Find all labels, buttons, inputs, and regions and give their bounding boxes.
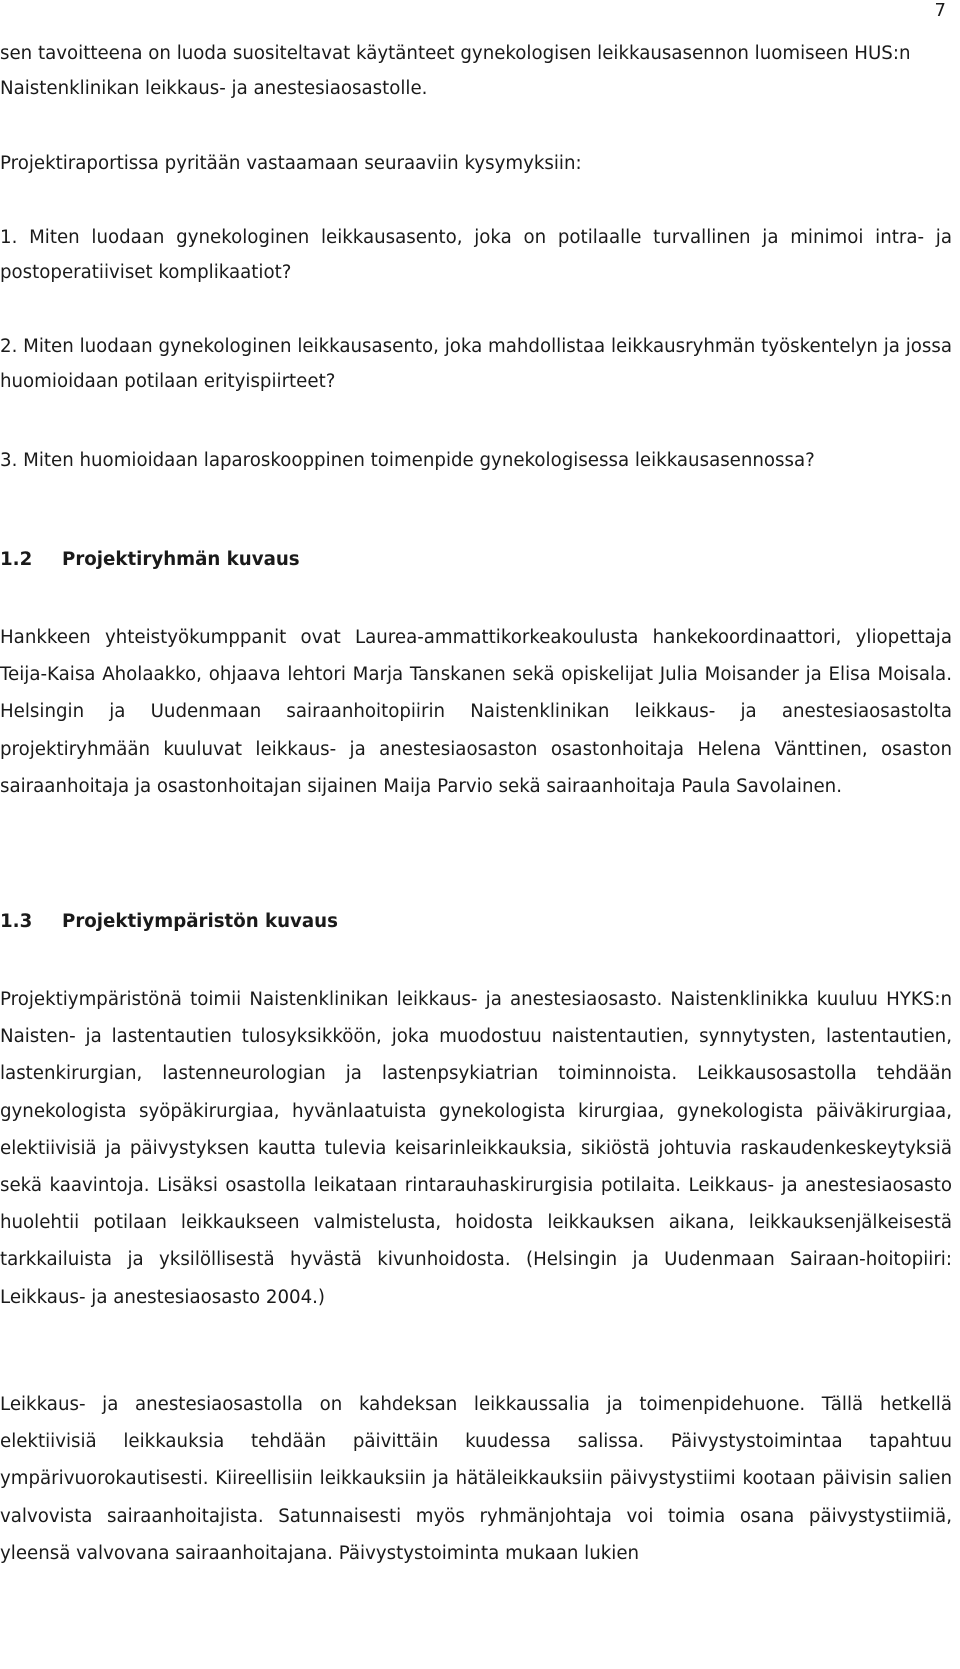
questions-lead: Projektiraportissa pyritään vastaamaan seuraaviin kysymyksiin: [0,153,582,174]
question-3: 3. Miten huomioidaan laparoskooppinen toimenpide gynekologisessa leikkausasennossa? [0,450,815,471]
section-number: 1.3 [0,911,33,932]
question-2: 2. Miten luodaan gynekologinen leikkausasento, joka mahdollistaa leikkausryhmän työskentelyn ja jossa huomioidaan potilaan erityispiirteet? [0,336,952,392]
section-1-3-paragraph-2: Leikkaus- ja anestesiaosastolla on kahdeksan leikkaussalia ja toimenpidehuone. Tällä hetkellä elektiivisiä leikkauksia tehdään päivittäin kuudessa salissa. Päivystystoimintaa tapahtuu ympärivuorokautisesti. Kiireellisiin leikkauksiin ja hätäleikkauksiin päivystystiimi kootaan päivisin salien valvovista sairaanhoitajista. Satunnaisesti myös ryhmänjohtaja voi toimia osana päivystystiimiä, yleensä valvovana sairaanhoitajana. Päivystystoiminta mukaan lukien [0,1394,952,1564]
section-number: 1.2 [0,549,33,570]
section-heading-1-2 [0,548,300,572]
intro-paragraph: sen tavoitteena on luoda suositeltavat käytänteet gynekologisen leikkausasennon luomiseen HUS:n Naistenklinikan leikkaus- ja anestesiaosastolle. [0,43,911,99]
question-1: 1. Miten luodaan gynekologinen leikkausasento, joka on potilaalle turvallinen ja minimoi intra- ja postoperatiiviset komplikaatiot? [0,227,952,283]
page-number: 7 [934,0,946,21]
section-title: Projektiympäristön kuvaus [62,911,338,932]
section-heading-1-3 [0,910,338,934]
section-1-2-paragraph: Hankkeen yhteistyökumppanit ovat Laurea-ammattikorkeakoulusta hankekoordinaattori, yliopettaja Teija-Kaisa Aholaakko, ohjaava lehtori Marja Tanskanen sekä opiskelijat Julia Moisander ja Elisa Moisala. Helsingin ja Uudenmaan sairaanhoitopiirin Naistenklinikan leikkaus- ja anestesiaosastolta projektiryhmään kuuluvat leikkaus- ja anestesiaosaston osastonhoitaja Helena Vänttinen, osaston sairaanhoitaja ja osastonhoitajan sijainen Maija Parvio sekä sairaanhoitaja Paula Savolainen. [0,627,952,797]
section-title: Projektiryhmän kuvaus [62,549,300,570]
section-1-3-paragraph: Projektiympäristönä toimii Naistenklinikan leikkaus- ja anestesiaosasto. Naistenklinikka kuuluu HYKS:n Naisten- ja lastentautien tulosyksikköön, joka muodostuu naistentautien, synnytysten, lastentautien, lastenkirurgian, lastenneurologian ja lastenpsykiatrian toiminnoista. Leikkausosastolla tehdään gynekologista syöpäkirurgiaa, hyvänlaatuista gynekologista kirurgiaa, gynekologista päiväkirurgiaa, elektiivisiä ja päivystyksen kautta tulevia keisarinleikkauksia, sikiöstä johtuvia raskaudenkeskeytyksiä sekä kaavintoja. Lisäksi osastolla leikataan rintarauhaskirurgisia potilaita. Leikkaus- ja anestesiaosasto huolehtii potilaan leikkaukseen valmistelusta, hoidosta leikkauksen aikana, leikkauksenjälkeisestä tarkkailuista ja yksilöllisestä hyvästä kivunhoidosta. (Helsingin ja Uudenmaan Sairaan-hoitopiiri: Leikkaus- ja anestesiaosasto 2004.) [0,989,952,1308]
